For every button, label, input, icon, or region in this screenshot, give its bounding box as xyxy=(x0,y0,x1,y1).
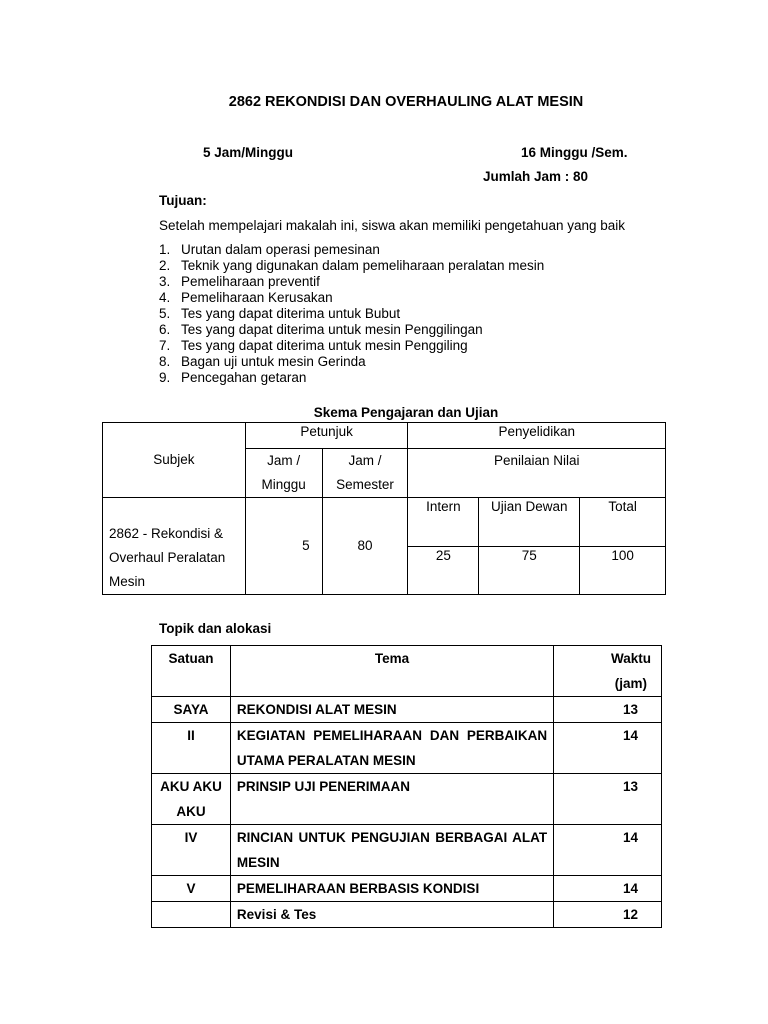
topic-row xyxy=(152,774,662,825)
topic-satuan xyxy=(152,902,231,928)
topics-table xyxy=(151,645,662,928)
topic-satuan xyxy=(152,723,231,774)
objective-number: 2. xyxy=(159,258,171,273)
objective-number: 8. xyxy=(159,354,171,369)
scheme-title: Skema Pengajaran dan Ujian xyxy=(313,405,499,420)
objective-text: Teknik yang digunakan dalam pemeliharaan peralatan mesin xyxy=(181,258,545,273)
objectives-intro: Setelah mempelajari makalah ini, siswa akan memiliki pengetahuan yang baik xyxy=(159,218,626,233)
topic-row xyxy=(152,902,662,928)
topic-tema-line: PRINSIP UJI PENERIMAAN xyxy=(236,779,410,794)
value-jam-semester: 80 xyxy=(322,498,408,595)
topic-tema-line: UTAMA PERALATAN MESIN xyxy=(236,753,416,768)
hours-per-week: 5 Jam/Minggu xyxy=(203,145,294,160)
teaching-scheme-table xyxy=(102,422,666,595)
topic-satuan xyxy=(152,876,231,902)
header-subjek: Subjek xyxy=(103,423,246,498)
subject-cell xyxy=(103,498,246,595)
objective-text: Tes yang dapat diterima untuk mesin Penggilingan xyxy=(181,322,483,337)
topic-tema xyxy=(230,723,553,774)
header-penyelidikan: Penyelidikan xyxy=(408,423,666,449)
topic-waktu: 14 xyxy=(554,876,662,902)
topic-tema-line: PEMELIHARAAN BERBASIS KONDISI xyxy=(236,881,480,896)
topic-row xyxy=(152,723,662,774)
objectives-list xyxy=(159,242,544,386)
header-petunjuk: Petunjuk xyxy=(245,423,408,449)
objective-item xyxy=(159,322,544,338)
topic-row xyxy=(152,876,662,902)
subject-line-2: Overhaul Peralatan xyxy=(109,550,226,565)
topic-tema-line: MESIN xyxy=(236,855,280,870)
header-jam-minggu-l2: Minggu xyxy=(261,477,306,492)
topic-satuan xyxy=(152,697,231,723)
objective-text: Tes yang dapat diterima untuk Bubut xyxy=(181,306,401,321)
objective-text: Pemeliharaan preventif xyxy=(181,274,320,289)
subject-line-1: 2862 - Rekondisi & xyxy=(109,526,224,541)
topics-title: Topik dan alokasi xyxy=(159,621,272,636)
topic-tema xyxy=(230,825,553,876)
objective-number: 4. xyxy=(159,290,171,305)
objective-item xyxy=(159,242,544,258)
topic-tema-line: RINCIAN UNTUK PENGUJIAN BERBAGAI ALAT xyxy=(236,830,548,845)
col-waktu-l1: Waktu xyxy=(611,651,651,666)
topic-tema xyxy=(230,876,553,902)
header-intern: Intern xyxy=(408,498,479,547)
objective-text: Urutan dalam operasi pemesinan xyxy=(181,242,380,257)
objective-text: Tes yang dapat diterima untuk mesin Penggiling xyxy=(181,338,468,353)
topic-satuan xyxy=(152,825,231,876)
objective-text: Pemeliharaan Kerusakan xyxy=(181,290,333,305)
topic-satuan-line: IV xyxy=(184,830,198,845)
header-penilaian: Penilaian Nilai xyxy=(408,449,666,498)
header-ujian-dewan: Ujian Dewan xyxy=(479,498,580,547)
header-jam-semester-l1: Jam / xyxy=(348,453,382,468)
topic-satuan-line: AKU xyxy=(176,804,206,819)
objective-number: 5. xyxy=(159,306,171,321)
topic-tema xyxy=(230,697,553,723)
objective-item xyxy=(159,274,544,290)
topic-satuan-line: AKU AKU xyxy=(160,779,222,794)
topic-satuan xyxy=(152,774,231,825)
value-intern: 25 xyxy=(408,547,479,595)
topic-tema xyxy=(230,902,553,928)
objective-text: Pencegahan getaran xyxy=(181,370,307,385)
col-satuan: Satuan xyxy=(152,646,231,697)
topic-waktu: 14 xyxy=(554,723,662,774)
value-total: 100 xyxy=(580,547,666,595)
objective-number: 1. xyxy=(159,242,171,257)
objective-item xyxy=(159,370,544,386)
weeks-per-semester: 16 Minggu /Sem. xyxy=(521,145,628,160)
objectives-heading: Tujuan: xyxy=(159,193,207,208)
topic-row xyxy=(152,825,662,876)
topic-waktu: 12 xyxy=(554,902,662,928)
objective-number: 6. xyxy=(159,322,171,337)
col-tema: Tema xyxy=(230,646,553,697)
total-hours: Jumlah Jam : 80 xyxy=(483,169,589,184)
subject-line-3: Mesin xyxy=(109,574,146,589)
header-jam-minggu xyxy=(245,449,322,498)
topic-tema-line: KEGIATAN PEMELIHARAAN DAN PERBAIKAN xyxy=(236,728,548,743)
header-total: Total xyxy=(580,498,666,547)
objective-item xyxy=(159,306,544,322)
topic-satuan-line: V xyxy=(186,881,196,896)
header-jam-minggu-l1: Jam / xyxy=(267,453,301,468)
objective-item xyxy=(159,290,544,306)
topic-tema-line: Revisi & Tes xyxy=(236,907,317,922)
topic-satuan-line: SAYA xyxy=(173,702,209,717)
col-waktu-l2: (jam) xyxy=(614,676,647,691)
topic-satuan-line: II xyxy=(187,728,195,743)
topic-tema xyxy=(230,774,553,825)
objective-number: 9. xyxy=(159,370,171,385)
col-waktu xyxy=(554,646,662,697)
value-jam-minggu: 5 xyxy=(245,498,322,595)
objective-item xyxy=(159,354,544,370)
header-jam-semester xyxy=(322,449,408,498)
topic-row xyxy=(152,697,662,723)
topic-waktu: 13 xyxy=(554,774,662,825)
header-jam-semester-l2: Semester xyxy=(336,477,394,492)
objective-number: 3. xyxy=(159,274,171,289)
objective-item xyxy=(159,338,544,354)
objective-number: 7. xyxy=(159,338,171,353)
document-title: 2862 REKONDISI DAN OVERHAULING ALAT MESIN xyxy=(228,94,584,110)
objective-text: Bagan uji untuk mesin Gerinda xyxy=(181,354,366,369)
topic-waktu: 14 xyxy=(554,825,662,876)
topic-waktu: 13 xyxy=(554,697,662,723)
objective-item xyxy=(159,258,544,274)
value-ujian-dewan: 75 xyxy=(479,547,580,595)
topic-tema-line: REKONDISI ALAT MESIN xyxy=(236,702,397,717)
